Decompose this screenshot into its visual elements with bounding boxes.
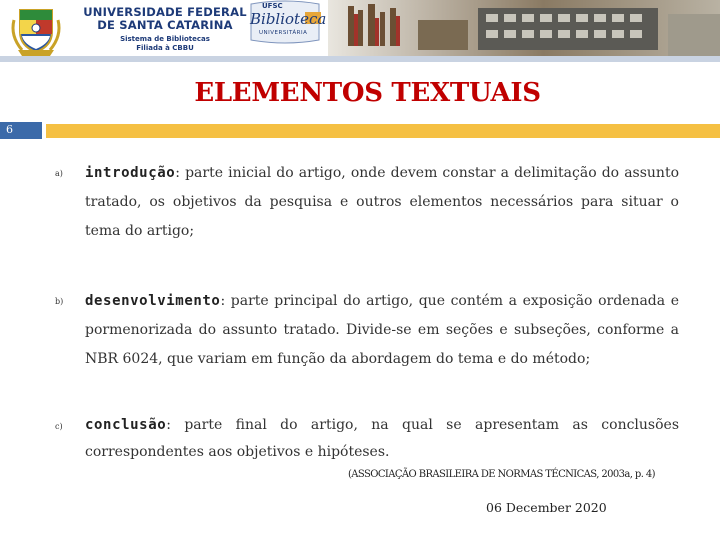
- affiliation-label: Filiada à CBBU: [136, 44, 194, 52]
- list-marker: a): [55, 169, 63, 178]
- slide-number: 6: [6, 123, 13, 136]
- definition-text: : parte final do artigo, na qual se apresentam as conclusões correspondentes aos objetivos e hipóteses.: [85, 417, 679, 460]
- definition-text: : parte inicial do artigo, onde devem constar a delimitação do assunto tratado, os objetivos da pesquisa e outros elementos necessários para situar o tema do artigo;: [85, 165, 679, 239]
- list-marker: b): [55, 297, 64, 306]
- term-conclusao: conclusão: [85, 417, 167, 433]
- slide-title: ELEMENTOS TEXTUAIS: [194, 78, 541, 108]
- header-banner: [0, 0, 720, 62]
- library-logo-sub: UNIVERSITÁRIA: [259, 30, 308, 36]
- list-item-text: [85, 159, 679, 246]
- definition-text: : parte principal do artigo, que contém a exposição ordenada e pormenorizada do assunto tratado. Divide-se em seções e subseções, conforme a NBR 6024, que variam em função da abordagem do tema e do método;: [85, 293, 679, 367]
- university-name-line1: UNIVERSIDADE FEDERAL: [83, 5, 247, 19]
- library-system-label: Sistema de Bibliotecas: [120, 35, 210, 43]
- term-introducao: introdução: [85, 165, 176, 181]
- citation-reference: (ASSOCIAÇÃO BRASILEIRA DE NORMAS TÉCNICAS, 2003a, p. 4): [348, 469, 655, 480]
- slide-number-box: [0, 122, 42, 139]
- slide-accent-bar: [46, 124, 720, 138]
- banner-bottom-strip: [0, 56, 720, 62]
- library-logo-frame: [245, 0, 325, 56]
- term-desenvolvimento: desenvolvimento: [85, 293, 221, 309]
- library-building-photo: [328, 0, 720, 56]
- library-logo-word: Biblioteca: [250, 10, 327, 28]
- ufsc-crest-logo: [6, 2, 66, 58]
- library-logo-top: UFSC: [262, 2, 283, 10]
- university-name-line2: DE SANTA CATARINA: [97, 18, 233, 32]
- list-item-text: [85, 412, 679, 466]
- list-marker: c): [55, 422, 63, 431]
- list-item-text: [85, 287, 679, 374]
- university-name-block: [80, 6, 250, 53]
- footer-date: 06 December 2020: [486, 500, 607, 515]
